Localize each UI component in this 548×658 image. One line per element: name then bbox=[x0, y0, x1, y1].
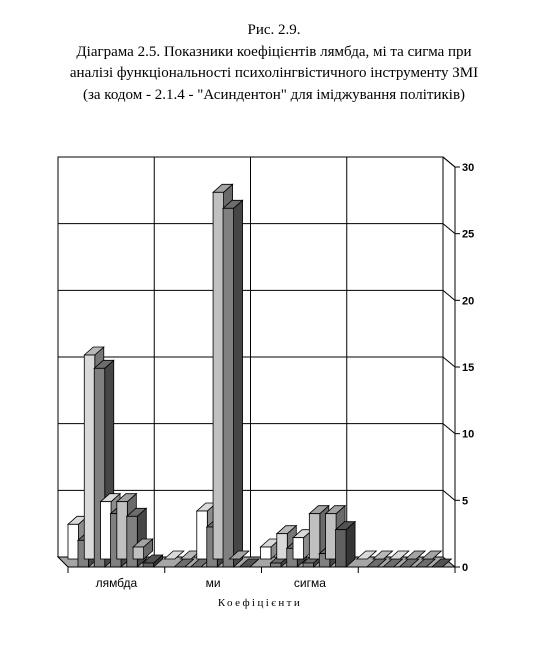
y-tick-label: 25 bbox=[462, 228, 475, 241]
side-wall-top-edge bbox=[443, 157, 455, 167]
x-tick-label: сигма bbox=[293, 576, 326, 590]
gridline-side bbox=[443, 424, 455, 434]
bar bbox=[336, 522, 356, 567]
gridline-side bbox=[443, 357, 455, 367]
gridline-side bbox=[443, 224, 455, 234]
bar bbox=[223, 200, 243, 567]
gridline-side bbox=[443, 490, 455, 500]
y-tick-label: 0 bbox=[462, 562, 469, 574]
x-tick-label: ми bbox=[205, 576, 221, 590]
gridline-side bbox=[443, 290, 455, 300]
y-tick-label: 5 bbox=[462, 495, 469, 508]
x-tick-label: лямбда bbox=[95, 576, 138, 590]
chart-title-line-3: (за кодом - 2.1.4 - "Асиндентон" для іміджування політиків) bbox=[82, 86, 466, 103]
y-tick-label: 30 bbox=[462, 162, 475, 174]
figure-number: Рис. 2.9. bbox=[247, 22, 301, 38]
x-axis-title: Коефіцієнти bbox=[217, 597, 303, 609]
y-tick-label: 20 bbox=[462, 295, 475, 308]
y-tick-label: 10 bbox=[462, 428, 475, 441]
chart-title-line-1: Діаграма 2.5. Показники коефіцієнтів лямбда, мі та сигма при bbox=[76, 43, 472, 60]
chart-title-line-2: аналізі функціональності психолінгвістичного інструменту ЗМІ bbox=[69, 65, 479, 81]
y-tick-label: 15 bbox=[462, 362, 475, 374]
